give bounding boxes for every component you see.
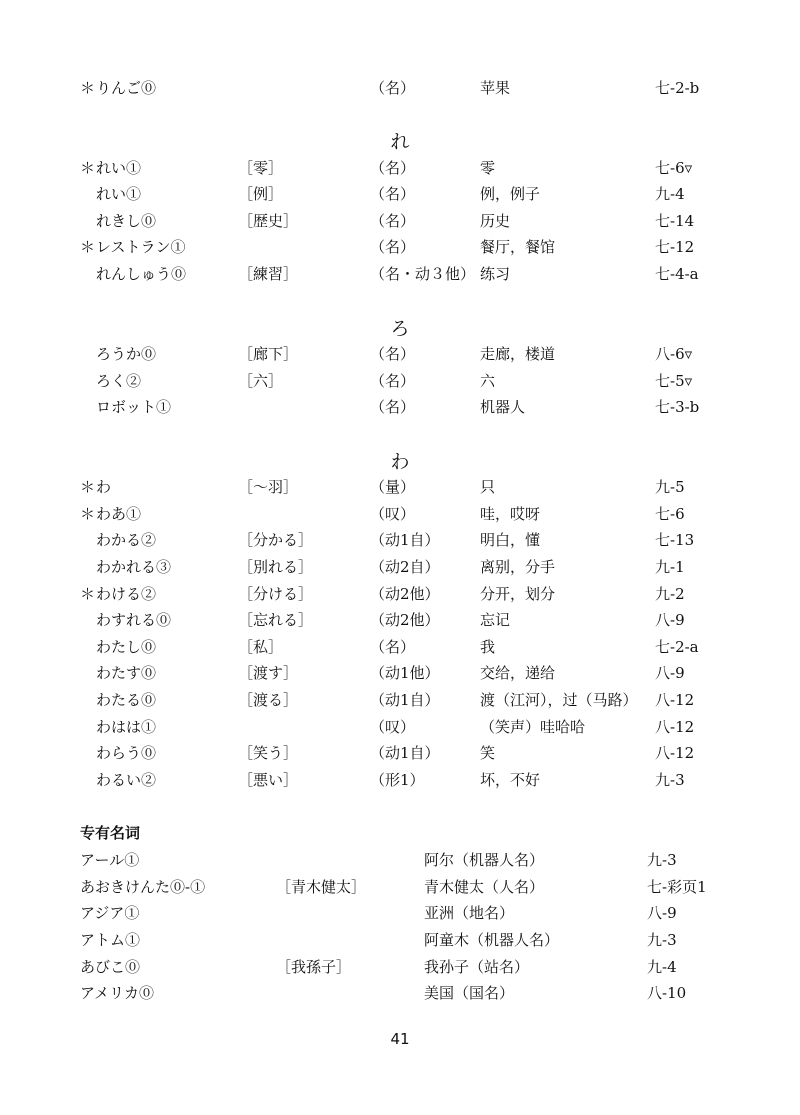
entry-word: アール① (80, 851, 140, 869)
entry-ref: 九-4 (655, 185, 685, 203)
entry-meaning: 离别，分手 (480, 558, 556, 576)
entry-pos: （叹） (370, 718, 416, 736)
entry-meaning: 笑 (480, 744, 496, 762)
entry-meaning: 渡（江河），过（马路） (480, 691, 638, 709)
entry-pos: （动1他） (370, 664, 440, 682)
entry-ref: 七-14 (655, 212, 695, 230)
entry-ref: 八-6▿ (655, 345, 693, 363)
entry-pos: （名） (370, 638, 416, 656)
entry-meaning: 交给，递给 (480, 664, 556, 682)
entry-ref: 七-13 (655, 531, 695, 549)
entry-meaning: 练习 (480, 265, 511, 283)
entry-meaning: 青木健太（人名） (424, 878, 545, 896)
entry-word: わける② (96, 585, 157, 603)
proper-noun-row (0, 900, 800, 926)
entry-pos: （名） (370, 185, 416, 203)
entry-meaning: 只 (480, 478, 496, 496)
section-heading: れ (390, 131, 410, 153)
entry-row (0, 474, 800, 500)
entry-word: ろく② (96, 372, 142, 390)
entry-meaning: 六 (480, 372, 496, 390)
entry-kanji: ［青木健太］ (276, 878, 367, 896)
entry-pos: （动1自） (370, 531, 440, 549)
entry-kanji: ［練習］ (238, 265, 299, 283)
entry-row (0, 634, 800, 660)
entry-word: れい① (96, 159, 142, 177)
page-number: 41 (390, 1030, 410, 1048)
entry-word: りんご⓪ (96, 79, 157, 97)
entry-meaning: 哇，哎呀 (480, 505, 541, 523)
entry-ref: 七-3-b (655, 398, 700, 416)
entry-meaning: 机器人 (480, 398, 526, 416)
entry-kanji: ［零］ (238, 159, 284, 177)
entry-kanji: ［忘れる］ (238, 611, 314, 629)
entry-row (0, 208, 800, 234)
entry-meaning: 我孙子（站名） (424, 958, 530, 976)
entry-word: アメリカ⓪ (80, 984, 154, 1002)
entry-ref: 八-12 (655, 744, 695, 762)
entry-word: あびこ⓪ (80, 958, 141, 976)
entry-word: わたし⓪ (96, 638, 157, 656)
entry-row (0, 660, 800, 686)
entry-word: わあ① (96, 505, 142, 523)
entry-row (0, 687, 800, 713)
entry-meaning: 忘记 (480, 611, 511, 629)
entry-row (0, 234, 800, 260)
proper-noun-row (0, 927, 800, 953)
entry-pos: （名） (370, 159, 416, 177)
proper-noun-row (0, 954, 800, 980)
entry-ref: 九-4 (647, 958, 677, 976)
entry-meaning: 美国（国名） (424, 984, 515, 1002)
entry-pos: （名） (370, 79, 416, 97)
entry-ref: 九-3 (647, 851, 677, 869)
entry-word: アトム① (80, 931, 141, 949)
entry-word: レストラン① (96, 238, 186, 256)
entry-pos: （动1自） (370, 744, 440, 762)
entry-meaning: （笑声）哇哈哈 (480, 718, 586, 736)
entry-ref: 八-9 (655, 611, 685, 629)
entry-row (0, 75, 800, 101)
entry-row (0, 394, 800, 420)
entry-kanji: ［分かる］ (238, 531, 314, 549)
entry-kanji: ［例］ (238, 185, 284, 203)
entry-word: れい① (96, 185, 142, 203)
entry-pos: （名） (370, 372, 416, 390)
entry-meaning: 亚洲（地名） (424, 904, 515, 922)
entry-row (0, 341, 800, 367)
entry-kanji: ［～羽］ (238, 478, 299, 496)
entry-row (0, 261, 800, 287)
entry-row (0, 527, 800, 553)
star-mark: ＊ (80, 505, 96, 523)
entry-kanji: ［六］ (238, 372, 284, 390)
entry-meaning: 明白，懂 (480, 531, 541, 549)
entry-pos: （名） (370, 345, 416, 363)
entry-meaning: 分开，划分 (480, 585, 556, 603)
entry-word: わかれる③ (96, 558, 172, 576)
entry-kanji: ［歴史］ (238, 212, 299, 230)
section-heading: わ (390, 451, 410, 473)
entry-row (0, 607, 800, 633)
entry-kanji: ［笑う］ (238, 744, 299, 762)
entry-meaning: 坏，不好 (480, 771, 541, 789)
entry-row (0, 714, 800, 740)
entry-pos: （动2他） (370, 585, 440, 603)
entry-ref: 九-3 (655, 771, 685, 789)
entry-pos: （名） (370, 238, 416, 256)
entry-ref: 八-9 (655, 664, 685, 682)
entry-ref: 八-9 (647, 904, 677, 922)
entry-word: わたす⓪ (96, 664, 157, 682)
entry-kanji: ［分ける］ (238, 585, 314, 603)
section-heading: ろ (390, 318, 410, 340)
entry-ref: 九-2 (655, 585, 685, 603)
entry-pos: （叹） (370, 505, 416, 523)
entry-meaning: 苹果 (480, 79, 511, 97)
entry-ref: 八-12 (655, 691, 695, 709)
proper-noun-row (0, 980, 800, 1006)
entry-pos: （量） (370, 478, 416, 496)
proper-noun-row (0, 874, 800, 900)
entry-kanji: ［悪い］ (238, 771, 299, 789)
entry-pos: （形1） (370, 771, 425, 789)
entry-word: わはは① (96, 718, 157, 736)
entry-meaning: 餐厅，餐馆 (480, 238, 556, 256)
entry-pos: （动1自） (370, 691, 440, 709)
entry-ref: 七-6 (655, 505, 685, 523)
entry-row (0, 740, 800, 766)
star-mark: ＊ (80, 79, 96, 97)
star-mark: ＊ (80, 159, 96, 177)
entry-ref: 七-6▿ (655, 159, 693, 177)
entry-pos: （名） (370, 398, 416, 416)
entry-word: ロボット① (96, 398, 172, 416)
entry-word: わかる② (96, 531, 157, 549)
entry-meaning: 我 (480, 638, 496, 656)
entry-row (0, 767, 800, 793)
entry-ref: 七-2-a (655, 638, 699, 656)
entry-kanji: ［渡る］ (238, 691, 299, 709)
entry-word: わたる⓪ (96, 691, 157, 709)
star-mark: ＊ (80, 478, 96, 496)
entry-word: れんしゅう⓪ (96, 265, 187, 283)
entry-ref: 七-12 (655, 238, 695, 256)
entry-kanji: ［私］ (238, 638, 284, 656)
entry-row (0, 155, 800, 181)
entry-pos: （名） (370, 212, 416, 230)
entry-kanji: ［我孫子］ (276, 958, 352, 976)
entry-ref: 七-2-b (655, 79, 700, 97)
entry-meaning: 例，例子 (480, 185, 541, 203)
entry-word: あおきけんた⓪-① (80, 878, 206, 896)
entry-row (0, 181, 800, 207)
entry-row (0, 368, 800, 394)
entry-meaning: 历史 (480, 212, 511, 230)
entry-ref: 九-3 (647, 931, 677, 949)
entry-pos: （动2自） (370, 558, 440, 576)
entry-ref: 九-1 (655, 558, 685, 576)
entry-word: アジア① (80, 904, 140, 922)
entry-ref: 七-彩页1 (647, 878, 707, 896)
entry-meaning: 零 (480, 159, 496, 177)
proper-noun-row (0, 847, 800, 873)
entry-row (0, 501, 800, 527)
entry-kanji: ［廊下］ (238, 345, 299, 363)
entry-kanji: ［別れる］ (238, 558, 314, 576)
entry-meaning: 阿尔（机器人名） (424, 851, 545, 869)
entry-pos: （动2他） (370, 611, 440, 629)
entry-word: わるい② (96, 771, 157, 789)
entry-word: わ (96, 478, 112, 496)
entry-kanji: ［渡す］ (238, 664, 299, 682)
entry-ref: 七-5▿ (655, 372, 693, 390)
entry-row (0, 554, 800, 580)
entry-ref: 九-5 (655, 478, 685, 496)
entry-ref: 八-12 (655, 718, 695, 736)
star-mark: ＊ (80, 238, 96, 256)
entry-ref: 七-4-a (655, 265, 699, 283)
entry-ref: 八-10 (647, 984, 687, 1002)
entry-meaning: 走廊，楼道 (480, 345, 556, 363)
entry-word: わらう⓪ (96, 744, 157, 762)
star-mark: ＊ (80, 585, 96, 603)
entry-pos: （名・动３他） (370, 265, 476, 283)
entry-meaning: 阿童木（机器人名） (424, 931, 560, 949)
entry-word: れきし⓪ (96, 212, 157, 230)
entry-word: わすれる⓪ (96, 611, 172, 629)
entry-row (0, 581, 800, 607)
proper-nouns-title: 专有名词 (80, 824, 141, 842)
entry-word: ろうか⓪ (96, 345, 157, 363)
